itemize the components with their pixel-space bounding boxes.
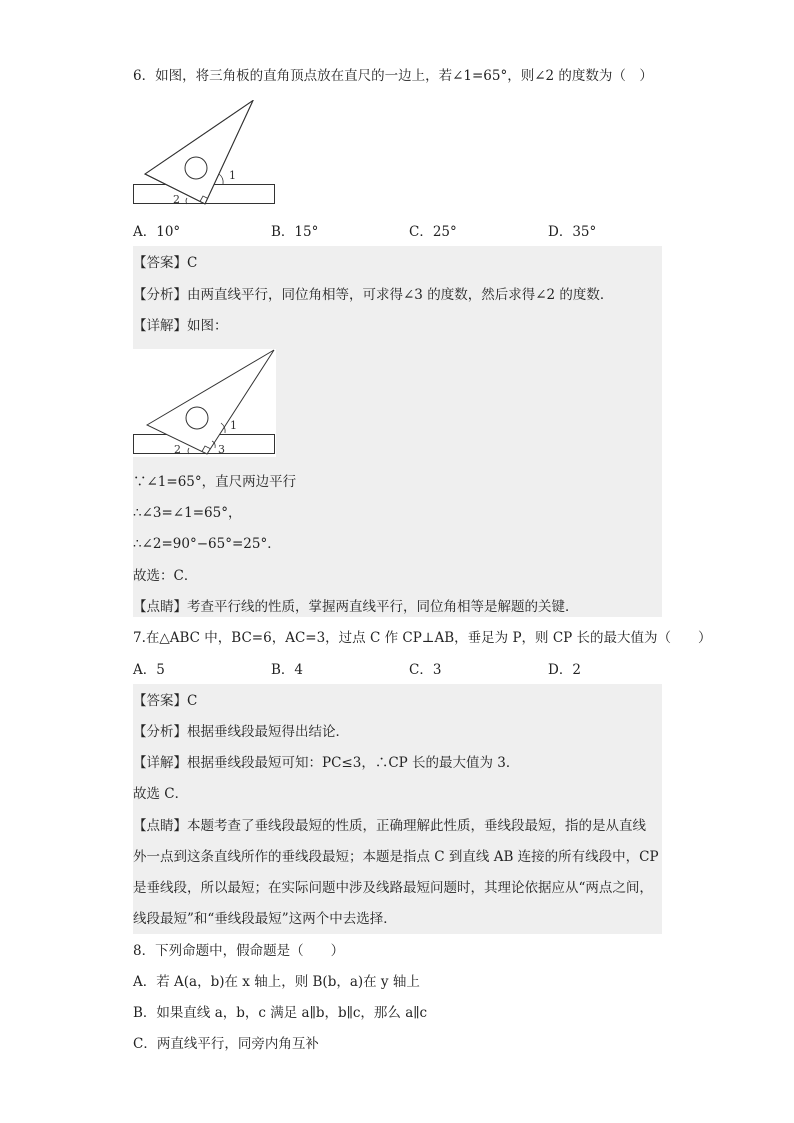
q7-comment-line-3: 是垂线段，所以最短；在实际问题中涉及线路最短问题时，其理论依据应从“两点之间， <box>133 880 653 896</box>
q6-step-1: ∵∠1=65°，直尺两边平行 <box>133 474 297 490</box>
angle-1-label: 1 <box>230 419 237 432</box>
q7-stem: 7.在△ABC 中，BC=6，AC=3，过点 C 作 CP⊥AB，垂足为 P，则 CP 长的最大值为（ ） <box>133 630 712 646</box>
q6-detail-title: 【详解】如图： <box>133 318 228 334</box>
q7-option-b: B．4 <box>271 662 304 678</box>
q7-option-c: C．3 <box>409 662 442 678</box>
q7-option-a: A．5 <box>133 662 165 678</box>
q8-option-c: C．两直线平行，同旁内角互补 <box>133 1036 319 1052</box>
q7-conclusion: 故选 C． <box>133 786 189 802</box>
q7-answer: 【答案】C <box>133 693 198 709</box>
ruler-triangle-diagram <box>133 100 278 208</box>
q8-option-b: B．如果直线 a，b，c 满足 a∥b，b∥c，那么 a∥c <box>133 1005 428 1021</box>
q7-comment-line-4: 线段最短”和“垂线段最短”这两个中去选择． <box>133 911 397 927</box>
ruler-triangle-diagram-labeled <box>133 349 276 457</box>
q6-option-a: A．10° <box>133 224 181 240</box>
angle-1-label: 1 <box>229 169 236 182</box>
q6-detail-figure <box>133 349 276 457</box>
q8-option-a: A．若 A(a，b)在 x 轴上，则 B(b，a)在 y 轴上 <box>133 974 420 990</box>
q6-stem: 6．如图，将三角板的直角顶点放在直尺的一边上，若∠1=65°，则∠2 的度数为（ ） <box>133 68 653 84</box>
q6-option-b: B．15° <box>271 224 319 240</box>
q7-comment-line-2: 外一点到这条直线所作的垂线段最短；本题是指点 C 到直线 AB 连接的所有线段中，CP <box>133 849 659 865</box>
q6-conclusion: 故选：C． <box>133 568 198 584</box>
q6-analysis: 【分析】由两直线平行，同位角相等，可求得∠3 的度数，然后求得∠2 的度数． <box>133 287 614 303</box>
q7-option-d: D．2 <box>548 662 581 678</box>
q8-stem: 8．下列命题中，假命题是（ ） <box>133 943 345 959</box>
q6-step-3: ∴∠2=90°−65°=25°． <box>133 536 281 552</box>
q6-answer: 【答案】C <box>133 255 198 271</box>
q6-step-2: ∴∠3=∠1=65°， <box>133 505 242 521</box>
q7-detail: 【详解】根据垂线段最短可知：PC≤3，∴CP 长的最大值为 3． <box>133 755 520 771</box>
q6-comment: 【点睛】考查平行线的性质，掌握两直线平行，同位角相等是解题的关键． <box>133 599 579 615</box>
q7-comment-line-1: 【点睛】本题考查了垂线段最短的性质，正确理解此性质，垂线段最短，指的是从直线 <box>133 818 646 834</box>
angle-3-label: 3 <box>218 443 225 456</box>
angle-2-label: 2 <box>173 193 180 206</box>
q7-analysis: 【分析】根据垂线段最短得出结论． <box>133 724 349 740</box>
q6-option-c: C．25° <box>409 224 457 240</box>
q6-figure <box>133 100 278 208</box>
angle-2-label: 2 <box>174 443 181 456</box>
q6-option-d: D．35° <box>548 224 597 240</box>
